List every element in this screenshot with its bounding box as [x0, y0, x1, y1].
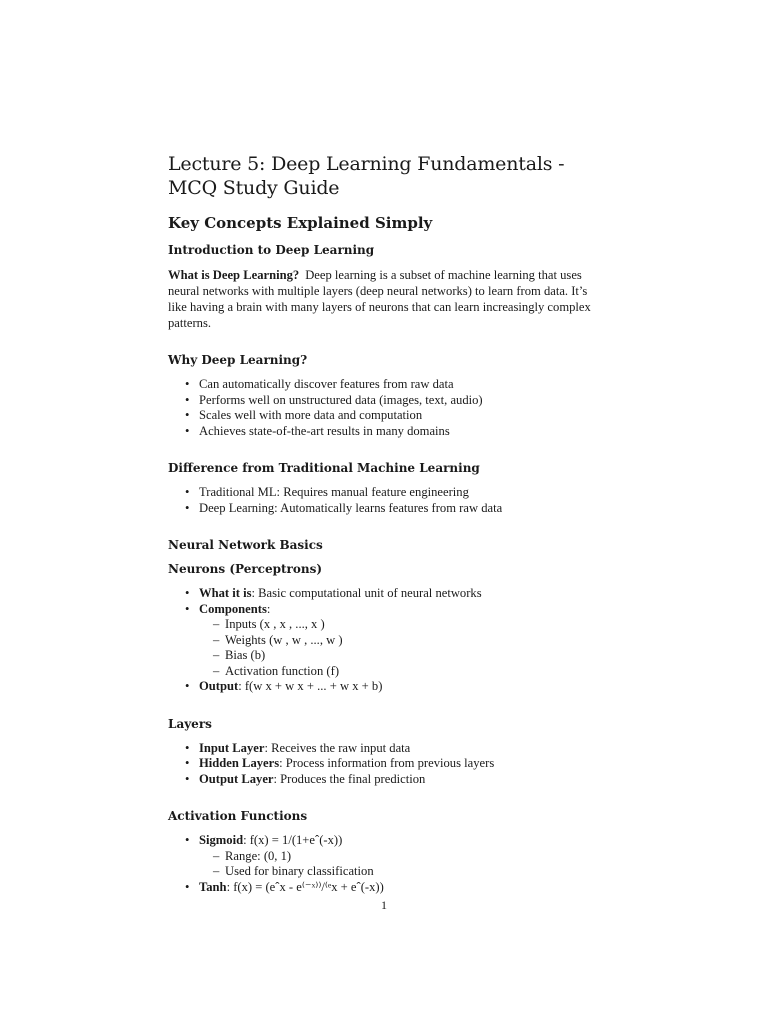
activation-list [168, 833, 603, 895]
neuron-components-label: Components [199, 601, 267, 616]
dash-icon: – [213, 848, 220, 863]
subsection-heading-layers: Layers [168, 716, 212, 731]
neuron-output-label: Output [199, 679, 239, 693]
sub-list-item: – Inputs (x , x , ..., x ) [213, 617, 325, 631]
dash-icon: – [213, 663, 220, 678]
bullet-icon: • [185, 679, 190, 693]
sub-list-item: – Weights (w , w , ..., w ) [213, 632, 343, 647]
subsection-heading-why: Why Deep Learning? [168, 353, 308, 367]
sub-list-item: – Range: (0, 1) [213, 848, 292, 863]
dash-icon: – [213, 632, 220, 647]
bullet-icon: • [185, 408, 190, 422]
dash-icon: – [213, 617, 220, 631]
sub-list-item: – Activation function (f) [213, 663, 340, 678]
bullet-icon: • [185, 771, 190, 786]
list-item: • Scales well with more data and computation [185, 408, 423, 422]
list-item: • Deep Learning: Automatically learns features from raw data [185, 500, 503, 515]
bullet-icon: • [185, 423, 190, 438]
list-item: • Output Layer: Produces the final prediction [185, 771, 426, 786]
subsection-heading-difference: Difference from Traditional Machine Learning [168, 461, 480, 475]
dash-icon: – [213, 648, 220, 662]
page-number: 1 [381, 898, 387, 912]
tanh-label: Tanh [199, 879, 227, 894]
list-item: • Achieves state-of-the-art results in many domains [185, 423, 450, 438]
list-item: • What it is: Basic computational unit of neural networks [185, 586, 482, 600]
neurons-list [168, 586, 603, 695]
list-item: • Can automatically discover features from raw data [185, 377, 454, 391]
intro-text: Deep learning is a subset of machine learning that uses neural networks with multiple layers (deep neural networks) to learn from data. It’s like having a brain with many layers of neurons that can learn increasingly complex patterns. [168, 268, 591, 330]
list-item: • Output: f(w x + w x + ... + w x + b) [185, 679, 383, 693]
bullet-icon: • [185, 586, 190, 600]
subsection-heading-nn-basics: Neural Network Basics [168, 538, 323, 552]
bullet-icon: • [185, 392, 190, 407]
list-item: • Input Layer: Receives the raw input data [185, 740, 411, 755]
list-item: • Tanh: f(x) = (eˆx - e⁽⁻ˣ⁾⁾/⁽ᵉx + eˆ(-x)) [185, 879, 384, 894]
sub-list-item: – Bias (b) [213, 648, 266, 662]
bullet-icon: • [185, 500, 190, 515]
list-item: • Sigmoid: f(x) = 1/(1+eˆ(-x)) – Range: (0, 1) – Used for binary classification [168, 833, 603, 880]
neuron-what-label: What it is [199, 586, 252, 600]
bullet-icon: • [185, 756, 190, 770]
difference-list [168, 485, 603, 516]
document-page [168, 152, 603, 895]
bullet-icon: • [185, 833, 190, 847]
layers-list [168, 741, 603, 788]
intro-paragraph [168, 267, 603, 331]
list-item: • Components: – Inputs (x , x , ..., x ) – Weights (w , w , ..., w ) – Bias (b) – Activation function (f) [168, 602, 603, 680]
dash-icon: – [213, 864, 220, 878]
sigmoid-label: Sigmoid [199, 833, 244, 847]
bullet-icon: • [185, 485, 190, 499]
components-sublist [199, 617, 603, 679]
bullet-icon: • [185, 879, 190, 894]
document-title: Lecture 5: Deep Learning Fundamentals - MCQ Study Guide [168, 153, 565, 199]
section-heading-key-concepts: Key Concepts Explained Simply [168, 214, 433, 232]
list-item: • Performs well on unstructured data (images, text, audio) [185, 392, 483, 407]
sigmoid-sublist [199, 849, 603, 880]
why-list [168, 377, 603, 439]
list-item: • Traditional ML: Requires manual feature engineering [185, 485, 469, 499]
bullet-icon: • [185, 601, 190, 616]
subsection-heading-introduction: Introduction to Deep Learning [168, 243, 375, 257]
subsection-heading-neurons: Neurons (Perceptrons) [168, 562, 323, 576]
list-item: • Hidden Layers: Process information from previous layers [185, 756, 495, 770]
bullet-icon: • [185, 377, 190, 391]
intro-lead: What is Deep Learning? [168, 268, 300, 282]
sub-list-item: – Used for binary classification [213, 864, 374, 878]
subsection-heading-activation: Activation Functions [168, 809, 308, 823]
bullet-icon: • [185, 740, 190, 755]
